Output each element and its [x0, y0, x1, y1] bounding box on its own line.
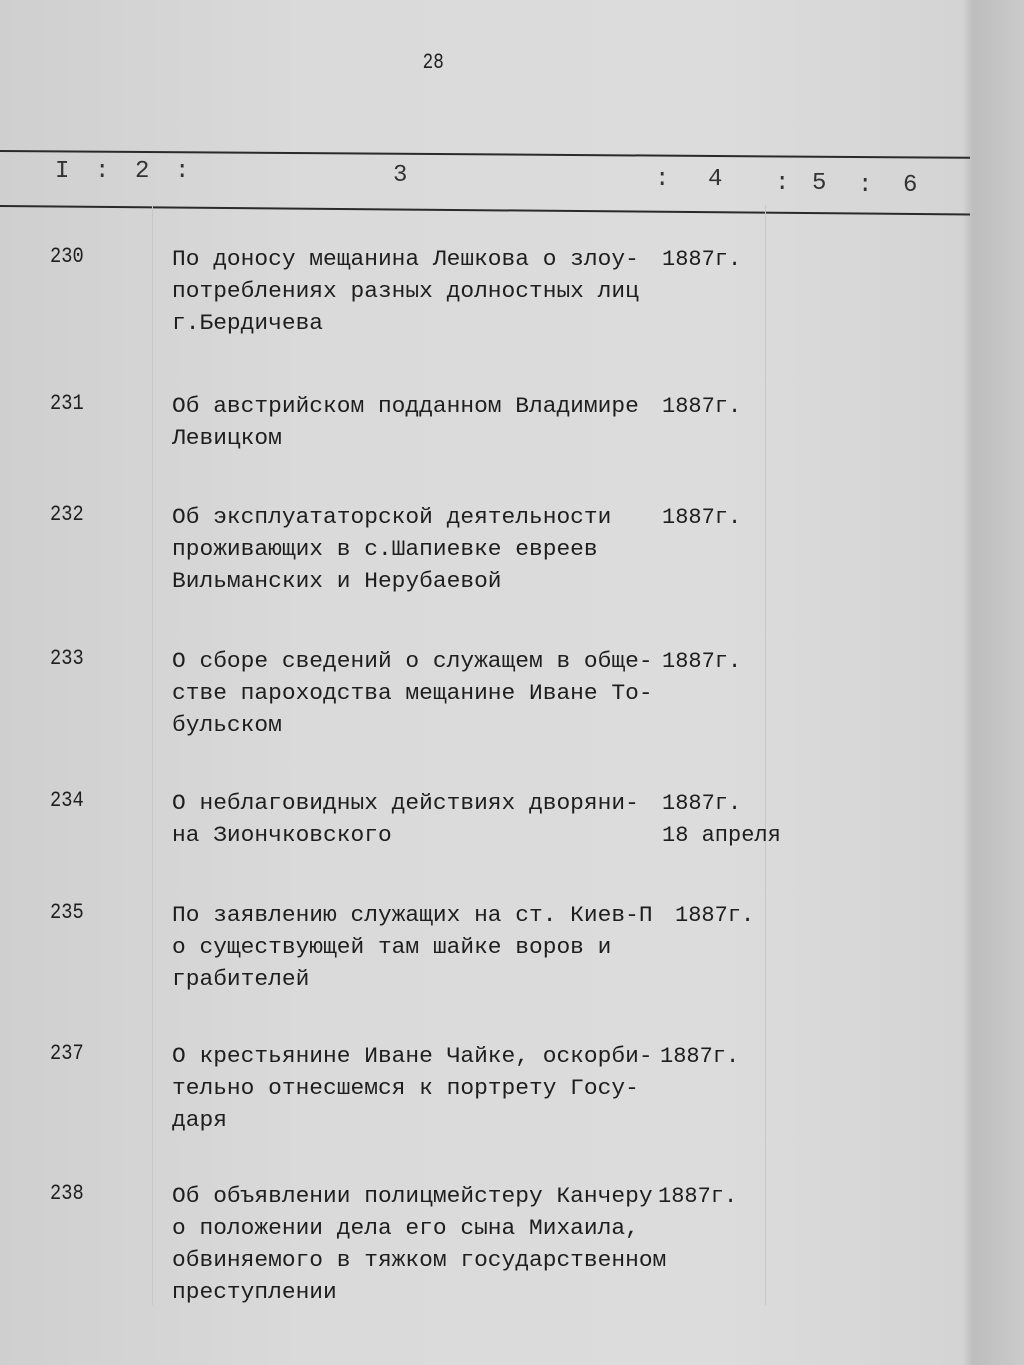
- description-line: стве пароходства мещанине Иване То-: [172, 681, 653, 706]
- date-line: 1887г.: [660, 1044, 740, 1069]
- description-line: тельно отнесшемся к портрету Госу-: [172, 1076, 639, 1101]
- entry-number: 233: [50, 646, 84, 671]
- description-line: По заявлению служащих на ст. Киев-П: [172, 903, 653, 928]
- entry-number: 234: [50, 788, 84, 813]
- date-line: 1887г.: [675, 903, 755, 928]
- date-line: 1887г.: [658, 1184, 738, 1209]
- entry-description: [172, 391, 639, 455]
- date-line: 1887г.: [662, 394, 742, 419]
- header-bottom-rule: [0, 205, 970, 215]
- column-separator: :: [858, 172, 873, 199]
- description-line: бульском: [172, 713, 282, 738]
- entry-description: [172, 646, 653, 742]
- date-line: 18 апреля: [662, 823, 781, 848]
- entry-description: [172, 1041, 653, 1137]
- column-separator: :: [775, 170, 790, 197]
- entry-number: 231: [50, 391, 84, 416]
- entry-number: 235: [50, 900, 84, 925]
- entry-number: 230: [50, 244, 84, 269]
- entry-date: [675, 900, 754, 932]
- description-line: Об объявлении полицмейстеру Канчеру: [172, 1184, 653, 1209]
- description-line: Вильманских и Нерубаевой: [172, 569, 502, 594]
- description-line: проживающих в с.Шапиевке евреев: [172, 537, 598, 562]
- description-line: О крестьянине Иване Чайке, оскорби-: [172, 1044, 653, 1069]
- entry-date: [662, 391, 741, 423]
- date-line: 1887г.: [662, 247, 742, 272]
- description-line: даря: [172, 1108, 227, 1133]
- column-header-3: 3: [393, 162, 408, 189]
- column-header-6: 6: [903, 172, 918, 199]
- entry-description: [172, 244, 639, 340]
- column-header-5: 5: [812, 170, 827, 197]
- description-line: грабителей: [172, 967, 310, 992]
- column-separator: :: [655, 166, 670, 193]
- column-divider: [765, 205, 766, 1305]
- column-header-1: I: [55, 158, 70, 185]
- entry-description: [172, 900, 653, 996]
- description-line: г.Бердичева: [172, 311, 324, 336]
- date-line: 1887г.: [662, 791, 742, 816]
- entry-number: 232: [50, 502, 84, 527]
- description-line: на Зиончковского: [172, 823, 392, 848]
- entry-description: [172, 1181, 666, 1309]
- description-line: о существующей там шайке воров и: [172, 935, 612, 960]
- description-line: Об австрийском подданном Владимире: [172, 394, 639, 419]
- column-separator: :: [175, 158, 190, 185]
- description-line: обвиняемого в тяжком государственном: [172, 1248, 667, 1273]
- description-line: О неблаговидных действиях дворяни-: [172, 791, 639, 816]
- entry-description: [172, 788, 639, 852]
- entry-date: [662, 646, 741, 678]
- page-number: 28: [422, 50, 444, 75]
- column-header-4: 4: [708, 166, 723, 193]
- entry-number: 237: [50, 1041, 84, 1066]
- entry-date: [658, 1181, 737, 1213]
- entry-description: [172, 502, 611, 598]
- description-line: о положении дела его сына Михаила,: [172, 1216, 639, 1241]
- column-header-2: 2: [135, 158, 150, 185]
- description-line: По доносу мещанина Лешкова о злоу-: [172, 247, 639, 272]
- date-line: 1887г.: [662, 649, 742, 674]
- date-line: 1887г.: [662, 505, 742, 530]
- description-line: потреблениях разных долностных лиц: [172, 279, 639, 304]
- entry-date: [662, 244, 741, 276]
- entry-date: [662, 502, 741, 534]
- column-separator: :: [95, 158, 110, 185]
- description-line: О сборе сведений о служащем в обще-: [172, 649, 653, 674]
- description-line: преступлении: [172, 1280, 337, 1305]
- column-divider: [152, 205, 153, 1305]
- description-line: Об эксплуататорской деятельности: [172, 505, 612, 530]
- entry-number: 238: [50, 1181, 84, 1206]
- entry-date: [662, 788, 781, 852]
- entry-date: [660, 1041, 739, 1073]
- description-line: Левицком: [172, 426, 282, 451]
